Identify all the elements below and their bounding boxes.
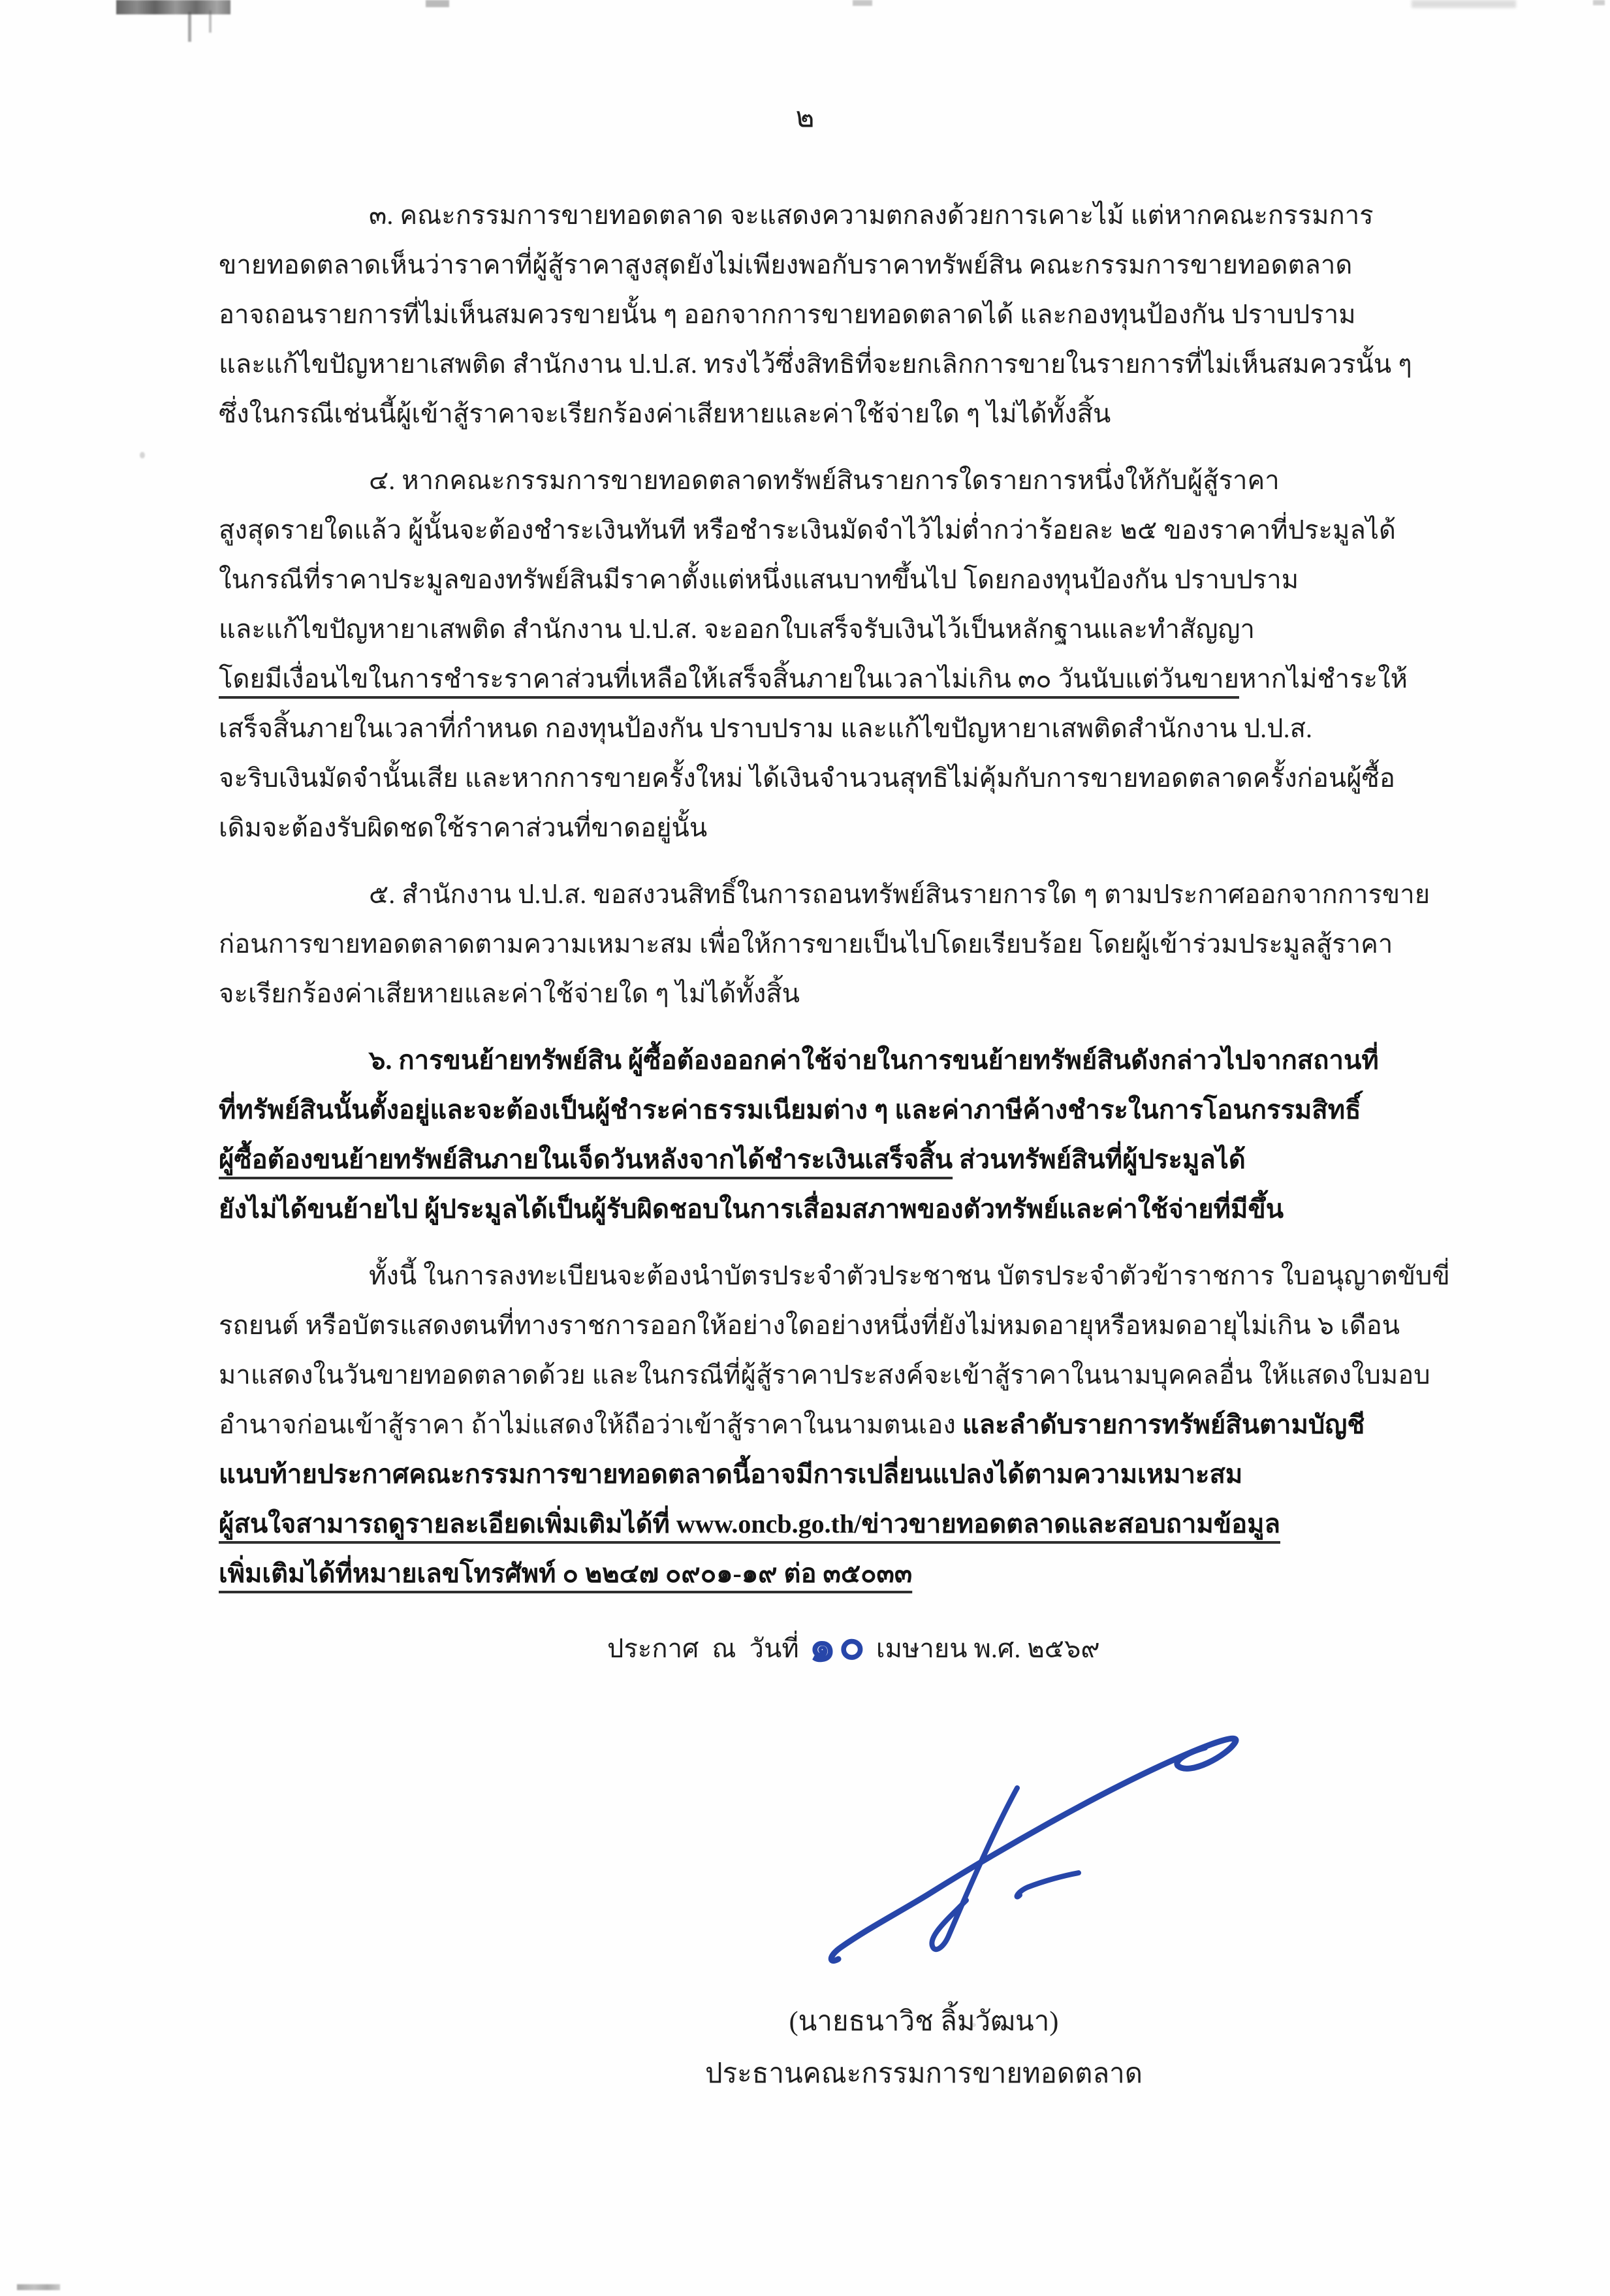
paragraph-6 <box>219 1036 1433 1234</box>
bold-text: และลำดับรายการทรัพย์สินตามบัญชี <box>962 1410 1365 1439</box>
signer-name: (นายธนาวิช ลิ้มวัฒนา) <box>789 2007 1059 2037</box>
scan-artifact <box>116 0 230 14</box>
text-line: รถยนต์ หรือบัตรแสดงตนที่ทางราชการออกให้อย่างใดอย่างหนึ่งที่ยังไม่หมดอายุหรือหมดอายุไม่เกิน ๖ เดือน <box>219 1311 1400 1340</box>
signer-block <box>646 2003 1201 2092</box>
scan-artifact <box>17 2284 60 2290</box>
announcement-date-line <box>607 1616 1100 1677</box>
scan-artifact <box>188 12 191 42</box>
text-segment: หากไม่ชำระให้ <box>1239 664 1408 694</box>
scan-artifact <box>1412 0 1516 8</box>
text-line <box>219 1499 1433 1549</box>
signature <box>824 1724 1255 1972</box>
text-line <box>219 1400 1433 1450</box>
text-line: จะเรียกร้องค่าเสียหายและค่าใช้จ่ายใด ๆ ไม่ได้ทั้งสิ้น <box>219 979 800 1008</box>
page-number: ๒ <box>795 101 815 133</box>
text-line <box>219 654 1433 704</box>
text-line <box>219 1549 1433 1599</box>
text-line: อาจถอนรายการที่ไม่เห็นสมควรขายนั้น ๆ ออกจากการขายทอดตลาดได้ และกองทุนป้องกัน ปราบปราม <box>219 300 1356 329</box>
text-line: เดิมจะต้องรับผิดชดใช้ราคาส่วนที่ขาดอยู่นั้น <box>219 813 708 842</box>
date-suffix: เมษายน พ.ศ. ๒๕๖๙ <box>876 1634 1100 1663</box>
scan-artifact <box>140 452 145 458</box>
scan-artifact <box>1593 0 1605 5</box>
text-line: ๕. สำนักงาน ป.ป.ส. ขอสงวนสิทธิ์ในการถอนทรัพย์สินรายการใด ๆ ตามประกาศออกจากการขาย <box>369 880 1430 909</box>
text-line: ยังไม่ได้ขนย้ายไป ผู้ประมูลได้เป็นผู้รับผิดชอบในการเสื่อมสภาพของตัวทรัพย์และค่าใช้จ่ายที่มีขึ้น <box>219 1194 1284 1224</box>
scan-artifact <box>209 10 212 33</box>
underlined-text: โดยมีเงื่อนไขในการชำระราคาส่วนที่เหลือให้เสร็จสิ้นภายในเวลาไม่เกิน ๓๐ วันนับแต่วันขาย <box>219 664 1239 694</box>
scan-artifact <box>426 0 449 7</box>
text-line: ทั้งนี้ ในการลงทะเบียนจะต้องนำบัตรประจำตัวประชาชน บัตรประจำตัวข้าราชการ ใบอนุญาตขับขี่ <box>369 1261 1450 1290</box>
paragraph-3 <box>219 191 1433 439</box>
date-prefix: ประกาศ ณ วันที่ <box>607 1634 799 1663</box>
text-line: ในกรณีที่ราคาประมูลของทรัพย์สินมีราคาตั้งแต่หนึ่งแสนบาทขึ้นไป โดยกองทุนป้องกัน ปราบปราม <box>219 565 1299 594</box>
underlined-text: เพิ่มเติมได้ที่หมายเลขโทรศัพท์ ๐ ๒๒๔๗ ๐๙๐๑-๑๙ ต่อ ๓๕๐๓๓ <box>219 1559 913 1588</box>
text-line: ๓. คณะกรรมการขายทอดตลาด จะแสดงความตกลงด้วยการเคาะไม้ แต่หากคณะกรรมการ <box>369 200 1374 230</box>
text-line: และแก้ไขปัญหายาเสพติด สำนักงาน ป.ป.ส. ทรงไว้ซึ่งสิทธิที่จะยกเลิกการขายในรายการที่ไม่เห็นสมควรนั้น ๆ <box>219 349 1412 379</box>
paragraph-4 <box>219 456 1433 853</box>
handwritten-day: ๑๐ <box>806 1619 869 1672</box>
paragraph-5 <box>219 870 1433 1019</box>
text-line: ๔. หากคณะกรรมการขายทอดตลาดทรัพย์สินรายการใดรายการหนึ่งให้กับผู้สู้ราคา <box>369 466 1280 495</box>
signer-title: ประธานคณะกรรมการขายทอดตลาด <box>704 2059 1143 2089</box>
paragraph-7 <box>219 1251 1450 1599</box>
text-line: แนบท้ายประกาศคณะกรรมการขายทอดตลาดนี้อาจมีการเปลี่ยนแปลงได้ตามความเหมาะสม <box>219 1459 1243 1489</box>
text-line: ๖. การขนย้ายทรัพย์สิน ผู้ซื้อต้องออกค่าใช้จ่ายในการขนย้ายทรัพย์สินดังกล่าวไปจากสถานที่ <box>369 1045 1379 1075</box>
text-line: ก่อนการขายทอดตลาดตามความเหมาะสม เพื่อให้การขายเป็นไปโดยเรียบร้อย โดยผู้เข้าร่วมประมูลสู้ราคา <box>219 929 1393 959</box>
text-line: ที่ทรัพย์สินนั้นตั้งอยู่และจะต้องเป็นผู้ชำระค่าธรรมเนียมต่าง ๆ และค่าภาษีค้างชำระในการโอนกรรมสิทธิ์ <box>219 1095 1361 1124</box>
text-line: ซึ่งในกรณีเช่นนี้ผู้เข้าสู้ราคาจะเรียกร้องค่าเสียหายและค่าใช้จ่ายใด ๆ ไม่ได้ทั้งสิ้น <box>219 399 1111 428</box>
underlined-text: ผู้สนใจสามารถดูรายละเอียดเพิ่มเติมได้ที่ www.oncb.go.th/ข่าวขายทอดตลาดและสอบถามข้อมูล <box>219 1509 1280 1539</box>
underlined-text: ผู้ซื้อต้องขนย้ายทรัพย์สินภายในเจ็ดวันหลังจากได้ชำระเงินเสร็จสิ้น <box>219 1145 953 1174</box>
text-line <box>219 1135 1433 1185</box>
text-line: ขายทอดตลาดเห็นว่าราคาที่ผู้สู้ราคาสูงสุดยังไม่เพียงพอกับราคาทรัพย์สิน คณะกรรมการขายทอดตลาด <box>219 250 1353 279</box>
scan-artifact <box>853 0 872 6</box>
document-body <box>219 191 1450 1599</box>
text-segment: ส่วนทรัพย์สินที่ผู้ประมูลได้ <box>953 1145 1246 1174</box>
text-line: สูงสุดรายใดแล้ว ผู้นั้นจะต้องชำระเงินทันที หรือชำระเงินมัดจำไว้ไม่ต่ำกว่าร้อยละ ๒๕ ของราคาที่ประมูลได้ <box>219 515 1396 545</box>
text-line: มาแสดงในวันขายทอดตลาดด้วย และในกรณีที่ผู้สู้ราคาประสงค์จะเข้าสู้ราคาในนามบุคคลอื่น ให้แสดงใบมอบ <box>219 1360 1430 1390</box>
text-line: จะริบเงินมัดจำนั้นเสีย และหากการขายครั้งใหม่ ได้เงินจำนวนสุทธิไม่คุ้มกับการขายทอดตลาดครั้งก่อนผู้ซื้อ <box>219 763 1395 793</box>
text-line: และแก้ไขปัญหายาเสพติด สำนักงาน ป.ป.ส. จะออกใบเสร็จรับเงินไว้เป็นหลักฐานและทำสัญญา <box>219 614 1255 644</box>
text-line: เสร็จสิ้นภายในเวลาที่กำหนด กองทุนป้องกัน ปราบปราม และแก้ไขปัญหายาเสพติดสำนักงาน ป.ป.ส. <box>219 714 1312 743</box>
text-segment: อำนาจก่อนเข้าสู้ราคา ถ้าไม่แสดงให้ถือว่าเข้าสู้ราคาในนามตนเอง <box>219 1410 962 1439</box>
